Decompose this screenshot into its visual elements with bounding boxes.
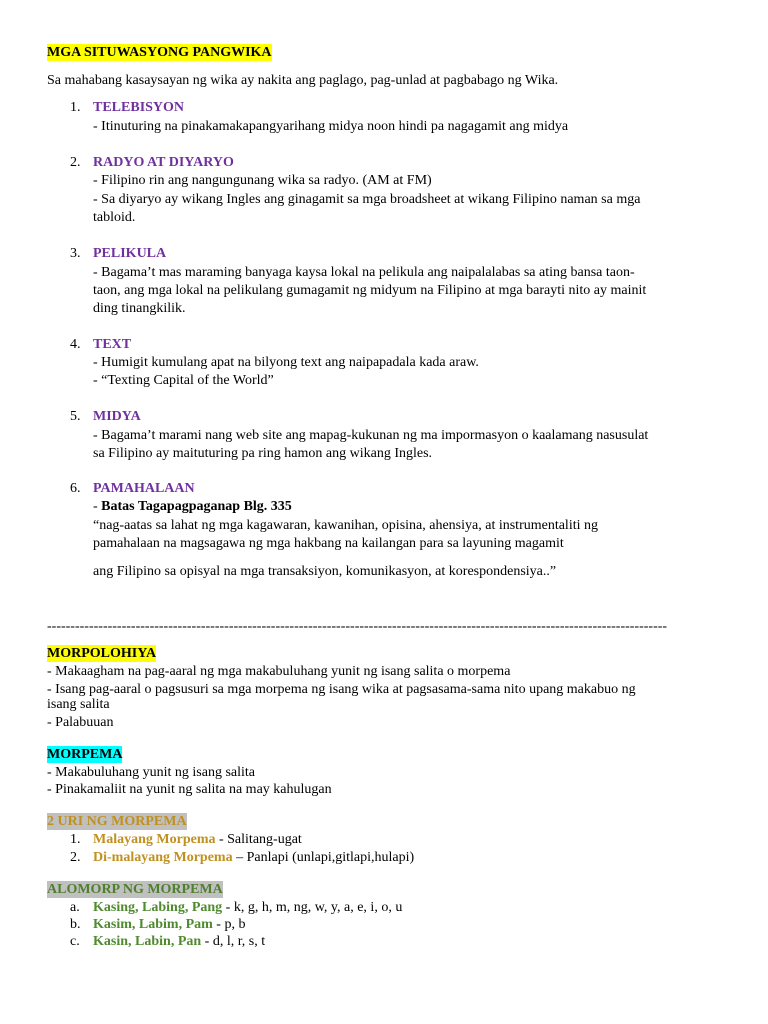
heading-alomorp: ALOMORP NG MORPEMA bbox=[47, 882, 223, 897]
definition-line: isang salita bbox=[47, 697, 110, 712]
list-number: 2. bbox=[70, 850, 81, 865]
uri-desc: – Panlapi (unlapi,gitlapi,hulapi) bbox=[232, 850, 415, 865]
dash-prefix: - bbox=[93, 499, 102, 514]
list-number: 4. bbox=[70, 337, 81, 352]
item-line: - “Texting Capital of the World” bbox=[93, 373, 274, 388]
list-number: 6. bbox=[70, 481, 81, 496]
list-number: 1. bbox=[70, 832, 81, 847]
list-number: 1. bbox=[70, 100, 81, 115]
list-number: 5. bbox=[70, 409, 81, 424]
item-title-pamahalaan: PAMAHALAAN bbox=[93, 481, 195, 496]
item-line: taon, ang mga lokal na pelikulang gumagamit ng midyum na Filipino at mga barayti nito ay mainit bbox=[93, 283, 647, 298]
item-line: - Humigit kumulang apat na bilyong text ang naipapadala kada araw. bbox=[93, 355, 479, 370]
alomorp-item bbox=[93, 899, 402, 916]
item-line: - Bagama’t mas maraming banyaga kaysa lokal na pelikula ang naipalalabas sa ating bansa taon- bbox=[93, 265, 635, 280]
uri-item bbox=[93, 849, 414, 866]
heading-uri-ng-morpema: 2 URI NG MORPEMA bbox=[47, 814, 187, 829]
alomorp-term: Kasin, Labin, Pan bbox=[93, 934, 202, 949]
list-letter: c. bbox=[70, 934, 80, 949]
alomorp-desc: - k, g, h, m, ng, w, y, a, e, i, o, u bbox=[222, 900, 403, 915]
item-title-text: TEXT bbox=[93, 337, 132, 352]
definition-line: - Palabuuan bbox=[47, 715, 114, 730]
list-number: 2. bbox=[70, 155, 81, 170]
item-line: - Bagama’t marami nang web site ang mapag-kukunan ng ma impormasyon o kaalamang nasusulat bbox=[93, 428, 649, 443]
item-title-radyo: RADYO AT DIYARYO bbox=[93, 155, 234, 170]
definition-line: - Pinakamaliit na yunit ng salita na may kahulugan bbox=[47, 782, 332, 797]
section-divider: ------------------------------------------------------------------------------------------------------------------------------------- bbox=[47, 619, 668, 634]
uri-term: Di-malayang Morpema bbox=[93, 850, 233, 865]
quote-line: “nag-aatas sa lahat ng mga kagawaran, kawanihan, opisina, ahensiya, at instrumentaliti ng bbox=[93, 518, 598, 533]
uri-desc: - Salitang-ugat bbox=[215, 832, 302, 847]
heading-morpolohiya: MORPOLOHIYA bbox=[47, 646, 157, 661]
definition-line: - Makaagham na pag-aaral ng mga makabuluhang yunit ng isang salita o morpema bbox=[47, 664, 511, 679]
list-letter: b. bbox=[70, 917, 81, 932]
law-title: Batas Tagapagpaganap Blg. 335 bbox=[101, 499, 292, 514]
uri-item bbox=[93, 831, 302, 848]
item-line: sa Filipino ay maituturing pa ring hamon ang wikang Ingles. bbox=[93, 446, 433, 461]
item-line: - Itinuturing na pinakamakapangyarihang midya noon hindi pa nagagamit ang midya bbox=[93, 119, 569, 134]
alomorp-term: Kasim, Labim, Pam bbox=[93, 917, 213, 932]
item-line: - Sa diyaryo ay wikang Ingles ang ginagamit sa mga broadsheet at wikang Filipino naman sa mga bbox=[93, 192, 641, 207]
item-title-pelikula: PELIKULA bbox=[93, 246, 167, 261]
quote-line: ang Filipino sa opisyal na mga transaksiyon, komunikasyon, at korespondensiya..” bbox=[93, 564, 557, 579]
list-number: 3. bbox=[70, 246, 81, 261]
list-letter: a. bbox=[70, 900, 80, 915]
alomorp-desc: - p, b bbox=[212, 917, 246, 932]
alomorp-desc: - d, l, r, s, t bbox=[201, 934, 266, 949]
item-line: tabloid. bbox=[93, 210, 136, 225]
item-line: - Filipino rin ang nangungunang wika sa radyo. (AM at FM) bbox=[93, 173, 432, 188]
alomorp-item bbox=[93, 916, 245, 933]
heading-morpema: MORPEMA bbox=[47, 747, 123, 762]
quote-line: pamahalaan na magsagawa ng mga hakbang na kailangan para sa layuning magamit bbox=[93, 536, 564, 551]
definition-line: - Isang pag-aaral o pagsusuri sa mga morpema ng isang wika at pagsasama-sama nito upang makabuo ng bbox=[47, 682, 636, 697]
item-line: ding tinangkilik. bbox=[93, 301, 186, 316]
section-heading-situwasyon: MGA SITUWASYONG PANGWIKA bbox=[47, 45, 272, 60]
intro-paragraph: Sa mahabang kasaysayan ng wika ay nakita ang paglago, pag-unlad at pagbabago ng Wika. bbox=[47, 73, 559, 88]
uri-term: Malayang Morpema bbox=[93, 832, 216, 847]
item-title-telebisyon: TELEBISYON bbox=[93, 100, 185, 115]
alomorp-term: Kasing, Labing, Pang bbox=[93, 900, 223, 915]
item-title-midya: MIDYA bbox=[93, 409, 141, 424]
definition-line: - Makabuluhang yunit ng isang salita bbox=[47, 765, 256, 780]
alomorp-item bbox=[93, 933, 265, 950]
law-reference bbox=[93, 498, 292, 515]
